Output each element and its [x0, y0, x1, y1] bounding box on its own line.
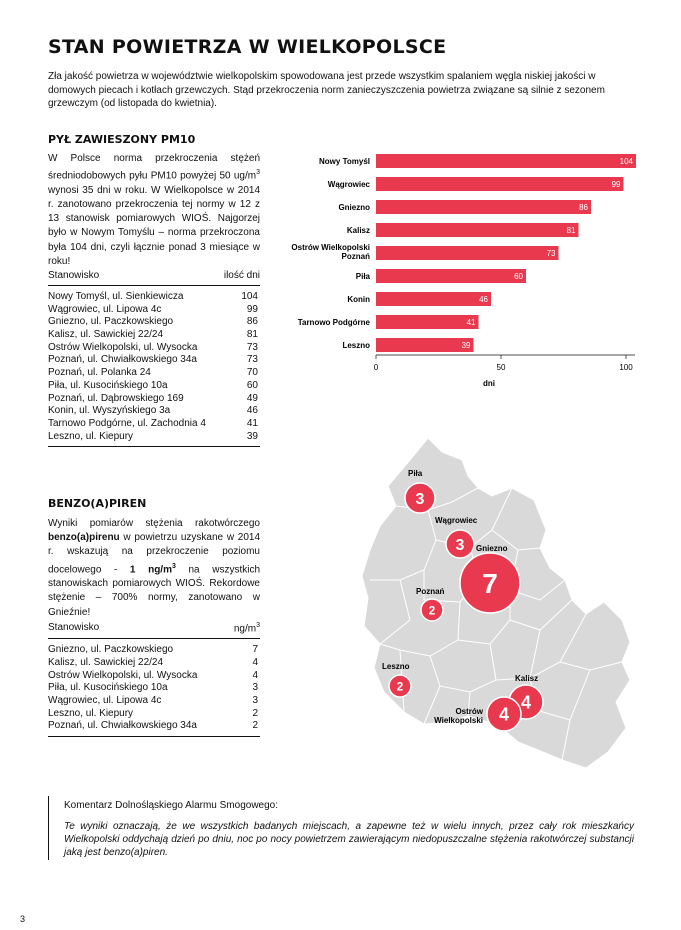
benzo-row-value: 7 [252, 644, 258, 656]
pm10-row-station: Wągrowiec, ul. Lipowa 4c [48, 303, 162, 315]
pm10-table-row [48, 431, 260, 444]
pm10-row-station: Konin, ul. Wyszyńskiego 3a [48, 405, 171, 417]
page-number: 3 [20, 914, 26, 924]
benzo-table-row [48, 720, 260, 733]
pm10-table [48, 270, 260, 447]
map-city-label: Gniezno [476, 544, 508, 553]
pm10-row-station: Gniezno, ul. Paczkowskiego [48, 316, 174, 328]
bar-category-label: Konin [347, 295, 370, 304]
benzo-table-row [48, 695, 260, 708]
pm10-row-station: Piła, ul. Kusocińskiego 10a [48, 379, 168, 391]
bar-category-label: Kalisz [346, 226, 370, 235]
map-city-label: Leszno [382, 662, 410, 671]
benzo-col-unit: $ng/m^3$ [233, 622, 260, 635]
benzo-row-station: Leszno, ul. Kiepury [48, 707, 134, 719]
pm10-table-row [48, 329, 260, 342]
pm10-row-value: 86 [246, 316, 258, 328]
benzo-row-station: Wągrowiec, ul. Lipowa 4c [48, 695, 162, 707]
pm10-row-value: 60 [246, 379, 258, 391]
bar-value-label: 41 [466, 318, 476, 327]
benzo-col-station: Stanowisko [48, 622, 100, 633]
pm10-table-row [48, 342, 260, 355]
pm10-row-value: 49 [246, 392, 258, 404]
map-bubble-value: 3 [455, 536, 465, 554]
map-bubble-value: 4 [498, 704, 510, 725]
map-bubble-value: 4 [520, 692, 532, 713]
comment-text: Te wyniki oznaczają, że we wszystkich badanych miejscach, a zapewne też w wielu innych, przez cały rok mieszkańcy Wielkopolski oddychają dzień po dniu, noc po nocy powietrzem zawierającym niedopuszczalne stężenia rakotwórczej substancji jaką jest benzo(a)piren. [64, 821, 634, 858]
pm10-table-row [48, 405, 260, 418]
map-city-label: Ostrów [455, 707, 483, 716]
pm10-row-value: 99 [246, 303, 258, 315]
benzo-table-row [48, 670, 260, 683]
benzo-row-station: Gniezno, ul. Paczkowskiego [48, 644, 174, 656]
bar [376, 269, 526, 283]
pm10-table-row [48, 316, 260, 329]
bar-category-label: Gniezno [338, 203, 370, 212]
benzo-row-value: 4 [252, 669, 258, 681]
bar-category-label: Ostrów Wielkopolski [291, 243, 370, 252]
pm10-col-station: Stanowisko [48, 270, 100, 281]
map-city-label: Wielkopolski [434, 716, 483, 725]
bar-category-label: Nowy Tomyśl [319, 157, 370, 166]
pm10-row-value: 39 [246, 430, 258, 442]
benzo-row-station: Kalisz, ul. Sawickiej 22/24 [48, 657, 164, 669]
bar [376, 338, 474, 352]
benzo-row-value: 4 [252, 657, 258, 669]
pm10-row-station: Nowy Tomyśl, ul. Sienkiewicza [48, 291, 184, 302]
bar-category-label: Poznań [341, 252, 370, 261]
benzo-row-value: 2 [252, 720, 258, 732]
pm10-heading: PYŁ ZAWIESZONY PM10 [48, 133, 196, 146]
pm10-table-row [48, 291, 260, 304]
map-bubble-value: 3 [415, 490, 425, 508]
bar-value-label: 81 [566, 226, 576, 235]
pm10-row-value: 70 [246, 367, 258, 379]
bar-category-label: Leszno [342, 341, 370, 350]
bar-category-label: Piła [355, 272, 370, 281]
pm10-row-value: 73 [246, 341, 258, 353]
bar-value-label: 39 [461, 341, 471, 350]
bar-value-label: 73 [546, 249, 556, 258]
map-bubble-value: 2 [396, 679, 404, 694]
pm10-table-row [48, 367, 260, 380]
bar [376, 154, 636, 168]
map-city-label: Poznań [416, 587, 445, 596]
benzo-row-station: Ostrów Wielkopolski, ul. Wysocka [48, 669, 198, 681]
map-city-label: Kalisz [515, 674, 539, 683]
map-city-label: Wągrowiec [435, 516, 478, 525]
pm10-row-value: 104 [241, 291, 258, 302]
wielkopolska-map [340, 430, 640, 785]
chart-xlabel: dni [483, 379, 495, 388]
bar-value-label: 46 [479, 295, 488, 304]
bar [376, 177, 624, 191]
benzo-row-value: 3 [252, 695, 258, 707]
bar-category-label: Tarnowo Podgórne [297, 318, 370, 327]
bar [376, 292, 491, 306]
pm10-bar-chart [280, 148, 640, 393]
pm10-row-station: Poznań, ul. Dąbrowskiego 169 [48, 392, 184, 404]
pm10-row-station: Poznań, ul. Chwiałkowskiego 34a [48, 354, 197, 366]
pm10-table-row [48, 380, 260, 393]
benzo-table-row [48, 657, 260, 670]
benzo-row-station: Piła, ul. Kusocińskiego 10a [48, 682, 168, 694]
bar [376, 246, 559, 260]
benzo-table [48, 622, 260, 737]
pm10-row-value: 81 [246, 329, 258, 341]
pm10-table-row [48, 393, 260, 406]
pm10-row-value: 73 [246, 354, 258, 366]
bar-value-label: 60 [514, 272, 523, 281]
pm10-row-station: Leszno, ul. Kiepury [48, 430, 134, 442]
pm10-table-row [48, 304, 260, 317]
bar [376, 200, 591, 214]
map-city-label: Piła [408, 469, 423, 478]
pm10-row-station: Tarnowo Podgórne, ul. Zachodnia 4 [48, 417, 206, 429]
benzo-row-value: 3 [252, 682, 258, 694]
bar [376, 223, 579, 237]
map-bubble-value: 7 [482, 568, 498, 600]
pm10-table-header [48, 270, 260, 286]
benzo-table-row [48, 682, 260, 695]
intro-paragraph: Zła jakość powietrza w województwie wielkopolskim spowodowana jest przede wszystkim spalaniem węgla niskiej jakości w domowych piecach i kotłach grzewczych. Stąd przekroczenia norm zanieczyszczenia powietrza związane są silnie z sezonem grzewczym (od listopada do kwietnia). [48, 71, 605, 109]
benzo-table-row [48, 644, 260, 657]
bar [376, 315, 479, 329]
benzo-paragraph: Wyniki pomiarów stężenia rakotwórczego benzo(a)pirenu w powietrzu uzyskane w 2014 r. wskazują na przekroczenie poziomu docelowego - 1 $ng/m^3$ na wszystkich stanowiskach pomiarowych WIOŚ. Rekordowe stężenie – 700% normy, zanotowano w Gnieźnie! [48, 518, 261, 618]
page-title: STAN POWIETRZA W WIELKOPOLSCE [48, 36, 447, 58]
map-bubble-value: 2 [428, 603, 436, 618]
benzo-heading: BENZO(A)PIREN [48, 497, 147, 510]
pm10-row-station: Ostrów Wielkopolski, ul. Wysocka [48, 341, 198, 353]
x-tick-label: 0 [373, 363, 379, 372]
benzo-row-station: Poznań, ul. Chwiałkowskiego 34a [48, 720, 197, 732]
comment-heading: Komentarz Dolnośląskiego Alarmu Smogowego: [64, 800, 278, 811]
pm10-col-days: ilość dni [223, 270, 260, 281]
pm10-table-row [48, 354, 260, 367]
pm10-row-station: Kalisz, ul. Sawickiej 22/24 [48, 329, 164, 341]
benzo-table-header [48, 622, 260, 639]
x-tick-label: 50 [496, 363, 506, 372]
pm10-row-value: 46 [246, 405, 258, 417]
benzo-row-value: 2 [252, 707, 258, 719]
pm10-paragraph: W Polsce norma przekroczenia stężeń średniodobowych pyłu PM10 powyżej 50 $ug/m^3$ wynosi 35 dni w roku. W Wielkopolsce w 2014 r. zanotowano przekroczenia tej normy w 12 z 13 stanowisk pomiarowych WIOŚ. Najgorzej było w Nowym Tomyślu – norma przekroczona była 104 dni, czyli łącznie ponad 3 miesiące w roku! [48, 153, 260, 267]
bar-category-label: Wągrowiec [327, 180, 370, 189]
benzo-table-row [48, 708, 260, 721]
pm10-row-station: Poznań, ul. Polanka 24 [48, 367, 151, 379]
pm10-table-row [48, 418, 260, 431]
bar-value-label: 86 [579, 203, 588, 212]
x-tick-label: 100 [619, 363, 633, 372]
bar-value-label: 104 [619, 157, 633, 166]
pm10-row-value: 41 [246, 417, 258, 429]
bar-value-label: 99 [611, 180, 621, 189]
